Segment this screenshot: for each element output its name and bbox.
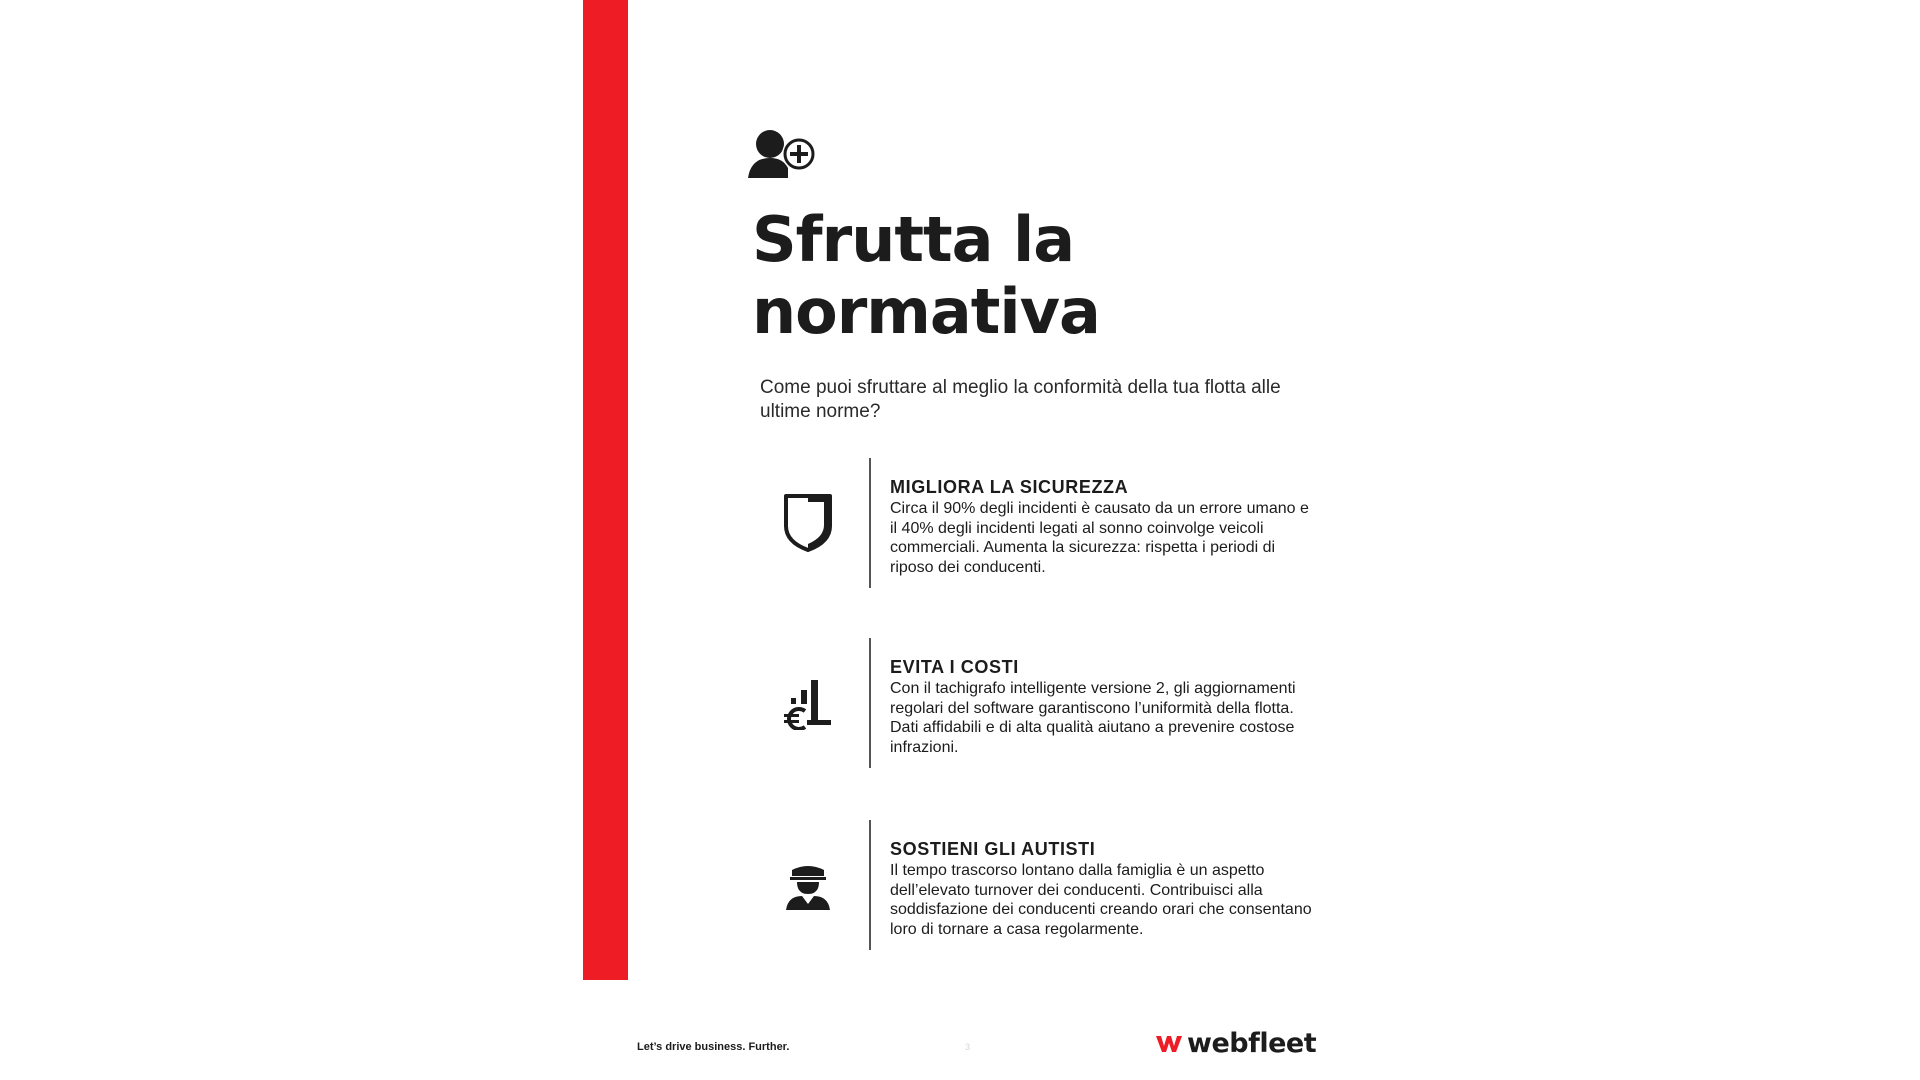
feature-divider (869, 638, 871, 768)
driver-icon (784, 860, 832, 910)
feature-body: Circa il 90% degli incidenti è causato da un errore umano e il 40% degli incidenti legati al sonno coinvolge veicoli commerciali. Aumenta la sicurezza: rispetta i periodi di riposo dei conducenti. (890, 500, 1309, 576)
red-accent-bar (583, 0, 628, 980)
shield-icon (782, 492, 834, 554)
feature-drivers (760, 820, 1320, 950)
page-number: 3 (965, 1042, 971, 1052)
feature-safety (760, 458, 1320, 588)
title-line-2: normativa (752, 275, 1100, 348)
feature-heading: EVITA I COSTI (890, 657, 1019, 677)
euro-chart-icon (781, 676, 835, 730)
page-title (752, 204, 1352, 348)
feature-body: Con il tachigrafo intelligente versione 2, gli aggiornamenti regolari del software garantiscono l’uniformità della flotta. Dati affidabili e di alta qualità aiutano a prevenire costose infrazioni. (890, 680, 1296, 756)
footer-tagline: Let’s drive business. Further. (637, 1041, 790, 1053)
webfleet-logo (1155, 1028, 1316, 1059)
title-line-1: Sfrutta la (752, 203, 1075, 276)
feature-costs (760, 638, 1320, 768)
feature-divider (869, 820, 871, 950)
feature-heading: SOSTIENI GLI AUTISTI (890, 839, 1096, 859)
feature-body: Il tempo trascorso lontano dalla famiglia è un aspetto dell’elevato turnover dei conducenti. Contribuisci alla soddisfazione dei conducenti creando orari che consentano loro di tornare a casa regolarmente. (890, 862, 1312, 938)
logo-text: webfleet (1187, 1028, 1317, 1059)
user-add-icon (748, 128, 818, 178)
intro-text: Come puoi sfruttare al meglio la conformità della tua flotta alle ultime norme? (760, 377, 1281, 422)
feature-divider (869, 458, 871, 588)
webfleet-logo-icon (1155, 1034, 1183, 1054)
feature-heading: MIGLIORA LA SICUREZZA (890, 477, 1129, 497)
